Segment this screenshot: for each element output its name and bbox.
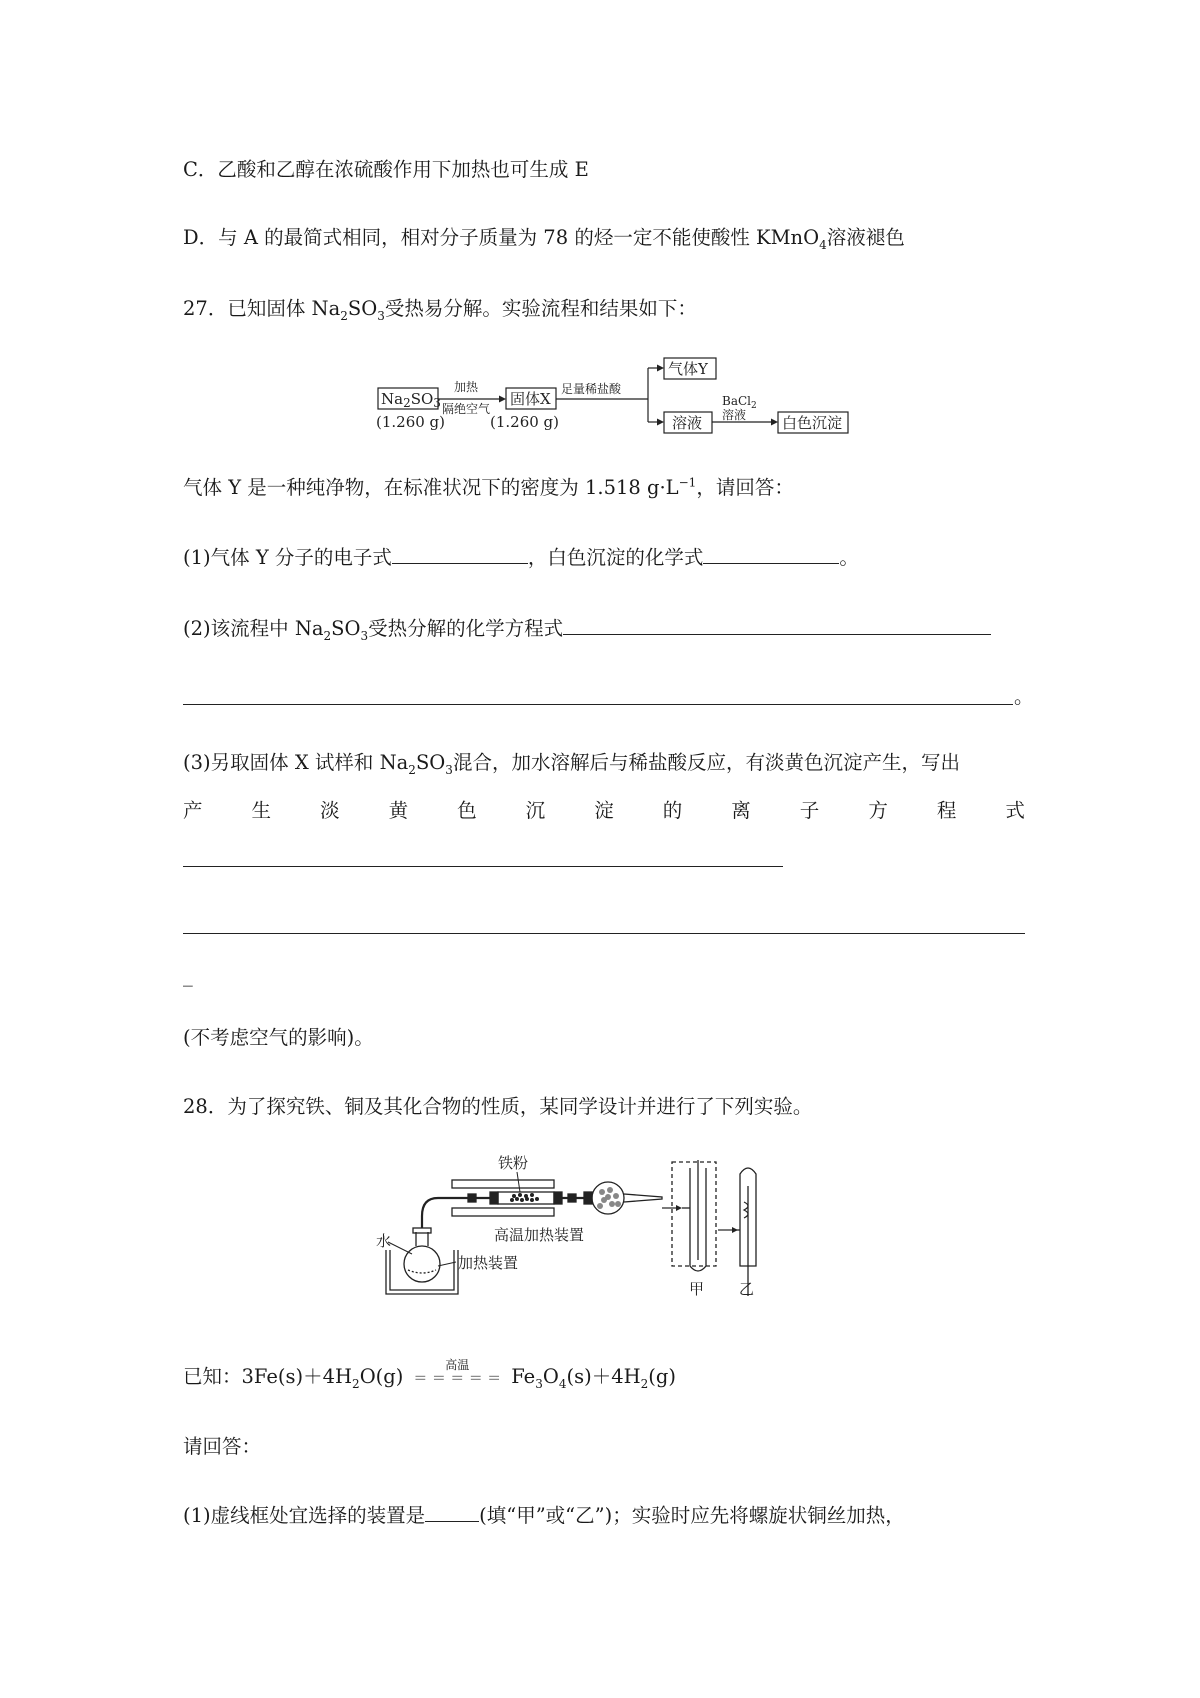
heating-device-label: 加热装置	[458, 1254, 519, 1272]
high-temp-heater-top	[452, 1180, 554, 1188]
q28-ask: 请回答：	[183, 1435, 262, 1458]
high-temp-device-label: 高温加热装置	[494, 1226, 585, 1244]
q27-part3-spread: 产 生 淡 黄 色 沉 淀 的 离 子 方 程 式	[183, 799, 1025, 822]
water-label: 水	[376, 1232, 392, 1250]
high-temp-condition: 高温 ＝ ＝ ＝ ＝ ＝	[413, 1358, 502, 1387]
q27-flow-diagram	[370, 355, 850, 443]
q27-density: 气体 Y 是一种纯净物，在标准状况下的密度为 1.518 $g\cdot L^{-1}$，请回答：	[183, 475, 794, 499]
tube-a-label: 甲	[689, 1280, 705, 1298]
q27-part3: (3)另取固体 X 试样和 $Na_2SO_3$混合，加水溶解后与稀盐酸反应，有淡黄色沉淀产生，写出	[183, 751, 960, 777]
drying-agent	[597, 1187, 621, 1209]
round-flask	[404, 1246, 440, 1282]
q28-intro: 28．为了探究铁、铜及其化合物的性质，某同学设计并进行了下列实验。	[183, 1095, 813, 1118]
no-air-label: 隔绝空气	[442, 402, 491, 416]
answer-blank-2[interactable]	[703, 545, 839, 564]
iron-powder-label: 铁粉	[498, 1154, 529, 1172]
gas-y-label: 气体Y	[668, 360, 708, 378]
solid-x-mass: (1.260 g)	[490, 413, 560, 431]
bacl2-solution-label: 溶液	[722, 408, 747, 422]
answer-blank-7[interactable]	[425, 1503, 479, 1522]
solid-x-label: 固体X	[510, 390, 551, 408]
bacl2-label: BaCl$_2$	[722, 394, 757, 411]
answer-line-4[interactable]	[183, 704, 1013, 705]
tube-b-label: 乙	[739, 1280, 755, 1298]
q27-part2-end: 。	[1014, 685, 1034, 708]
q27-part1: (1)气体 Y 分子的电子式 ，白色沉淀的化学式 。	[183, 546, 859, 569]
option-c: C．乙酸和乙醇在浓硫酸作用下加热也可生成 E	[183, 158, 589, 181]
answer-line-6[interactable]	[183, 933, 1025, 934]
heat-label: 加热	[454, 380, 479, 394]
answer-line-5[interactable]	[183, 866, 783, 867]
na2so3-label: $Na_2SO_3$	[381, 390, 441, 410]
q28-apparatus-figure	[372, 1150, 842, 1300]
q27-intro: 27．已知固体 $Na_2SO_3$受热易分解。实验流程和结果如下：	[183, 297, 697, 323]
q28-known-equation: 已知：$3Fe(s)+4H_2O(g)$ 高温 ＝ ＝ ＝ ＝ ＝ $Fe_3O_4(s)+4H_2(g)$	[183, 1363, 676, 1393]
dilute-hcl-label: 足量稀盐酸	[561, 382, 622, 396]
option-d: D．与 A 的最简式相同，相对分子质量为 78 的烃一定不能使酸性 KMnO$_4$溶液褪色	[183, 226, 905, 252]
answer-blank-1[interactable]	[392, 545, 528, 564]
high-temp-heater-bottom	[452, 1208, 554, 1216]
q27-note: (不考虑空气的影响)。	[183, 1026, 374, 1049]
answer-blank-3[interactable]	[563, 616, 991, 635]
precipitate-label: 白色沉淀	[782, 414, 843, 432]
heating-bath	[390, 1250, 454, 1290]
dashed-frame	[672, 1162, 716, 1266]
q27-part2: (2)该流程中 $Na_2SO_3$受热分解的化学方程式	[183, 615, 991, 643]
na2so3-mass: (1.260 g)	[376, 413, 446, 431]
trailing-dash: _	[183, 964, 193, 987]
iron-powder-dots	[510, 1193, 539, 1202]
solution-label: 溶液	[672, 414, 703, 432]
q28-part1: (1)虚线框处宜选择的装置是 (填“甲”或“乙”)；实验时应先将螺旋状铜丝加热，	[183, 1504, 905, 1527]
